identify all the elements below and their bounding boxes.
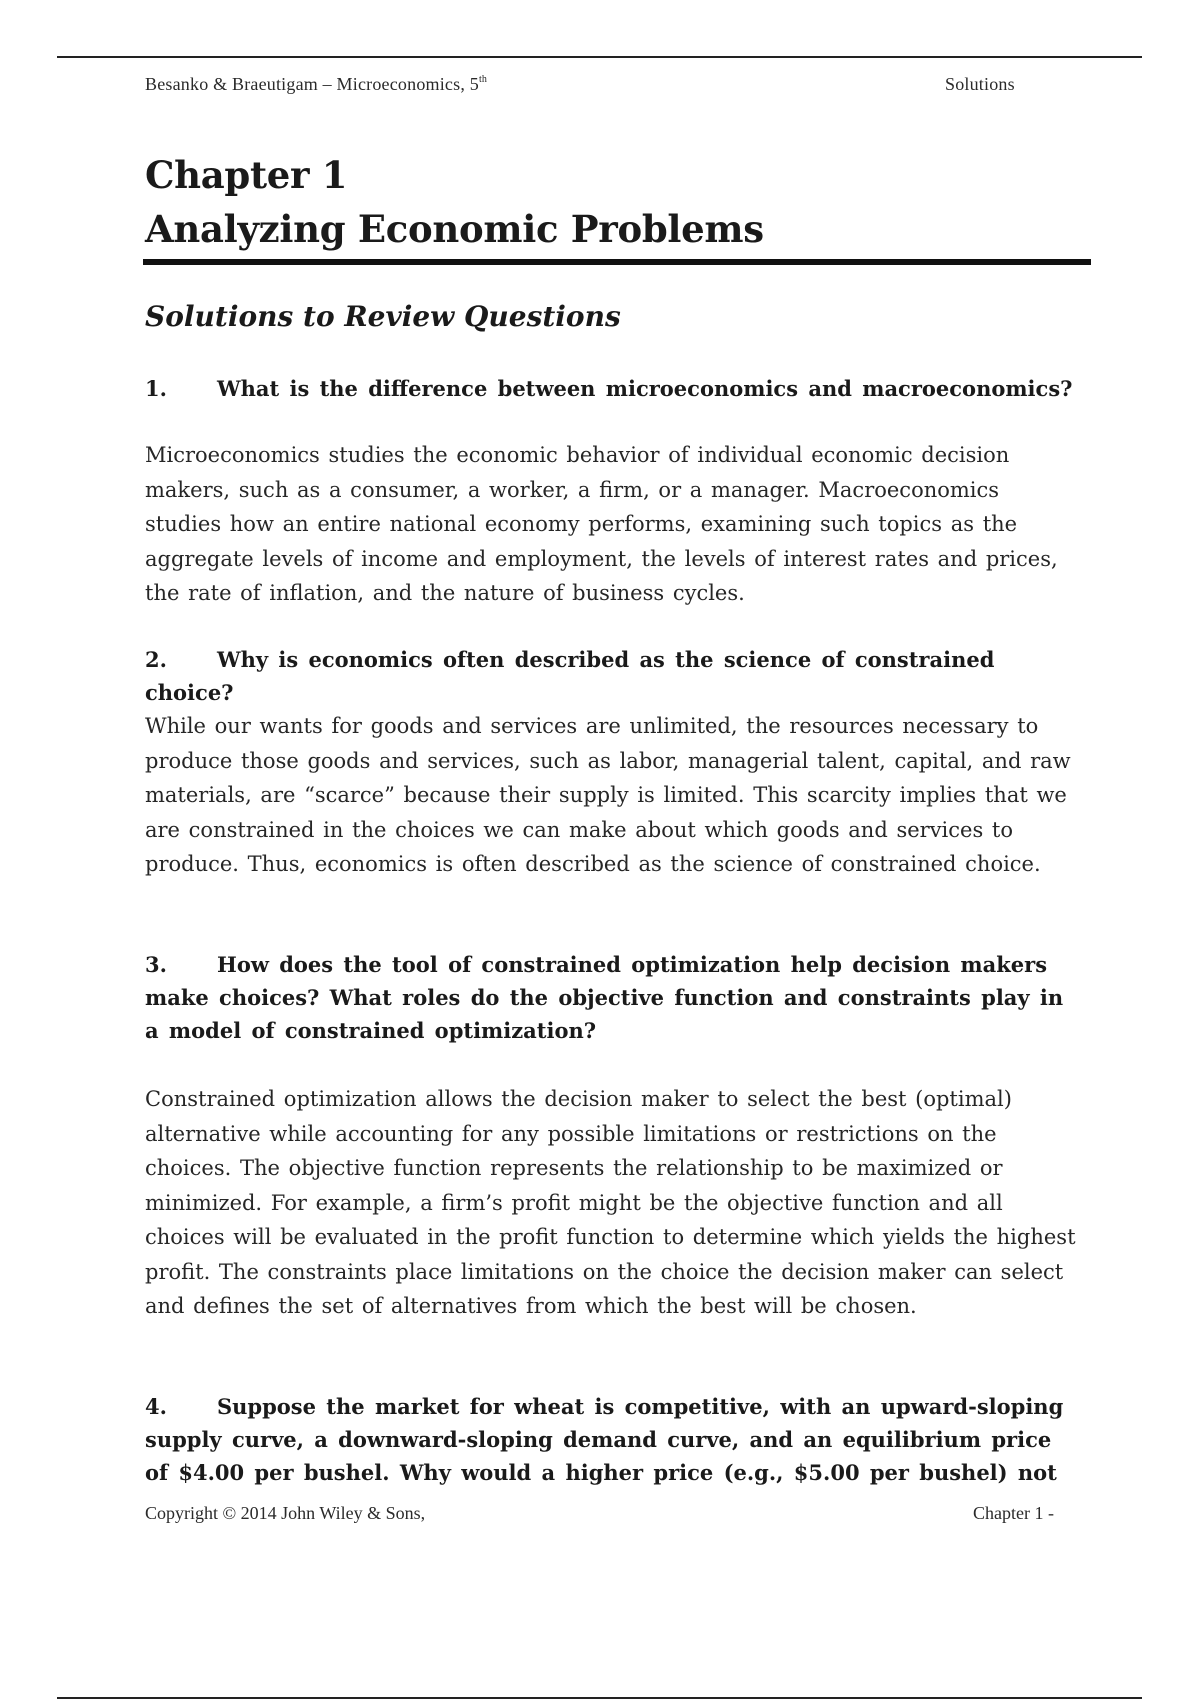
answer-2: While our wants for goods and services are unlimited, the resources necessary to produce those goods and services, such as labor, managerial talent, capital, and raw materials, are “scarce” because their supply is limited. This scarcity implies that we are constrained in the choices we can make about which goods and services to produce. Thus, economics is often described as the science of constrained choice. — [145, 714, 1071, 876]
chapter-title — [145, 148, 764, 256]
footer-copyright: Copyright © 2014 John Wiley & Sons, — [145, 1503, 426, 1523]
question-number: 3. — [145, 952, 167, 977]
question-number: 2. — [145, 647, 167, 672]
question-4 — [145, 1390, 1080, 1489]
question-2 — [145, 643, 1080, 709]
title-rule — [143, 259, 1091, 265]
footer-page-label: Chapter 1 - — [973, 1503, 1054, 1523]
running-header-left — [145, 74, 487, 95]
answer-3: Constrained optimization allows the decision maker to select the best (optimal) alternative while accounting for any possible limitations or restrictions on the choices. The objective function represents the relationship to be maximized or minimized. For example, a firm’s profit might be the objective function and all choices will be evaluated in the profit function to determine which yields the highest profit. The constraints place limitations on the choice the decision maker can select and defines the set of alternatives from which the best will be chosen. — [145, 1087, 1076, 1318]
running-header-title: Besanko & Braeutigam – Microeconomics, 5 — [145, 74, 479, 94]
question-3 — [145, 948, 1080, 1047]
question-text: What is the difference between microeconomics and macroeconomics? — [217, 376, 1073, 401]
bottom-rule — [57, 1697, 1142, 1699]
question-1 — [145, 372, 1080, 405]
section-heading: Solutions to Review Questions — [145, 300, 621, 333]
edition-superscript: th — [478, 74, 488, 85]
question-number: 4. — [145, 1394, 167, 1419]
question-text: How does the tool of constrained optimization help decision makers make choices? What roles do the objective function and constraints play in a model of constrained optimization? — [145, 952, 1064, 1043]
answer-1: Microeconomics studies the economic behavior of individual economic decision makers, such as a consumer, a worker, a firm, or a manager. Macroeconomics studies how an entire national economy performs, examining such topics as the aggregate levels of income and employment, the levels of interest rates and prices, the rate of inflation, and the nature of business cycles. — [145, 443, 1058, 605]
running-header-right: Solutions — [945, 74, 1015, 94]
top-rule — [57, 56, 1142, 58]
chapter-number: Chapter 1 — [145, 153, 348, 197]
question-text: Suppose the market for wheat is competitive, with an upward-sloping supply curve, a downward-sloping demand curve, and an equilibrium price of $4.00 per bushel. Why would a higher price (e.g., $5.00 per bushel) not — [145, 1394, 1064, 1485]
chapter-name: Analyzing Economic Problems — [145, 207, 764, 251]
question-text: Why is economics often described as the science of constrained choice? — [145, 647, 995, 705]
question-number: 1. — [145, 376, 167, 401]
